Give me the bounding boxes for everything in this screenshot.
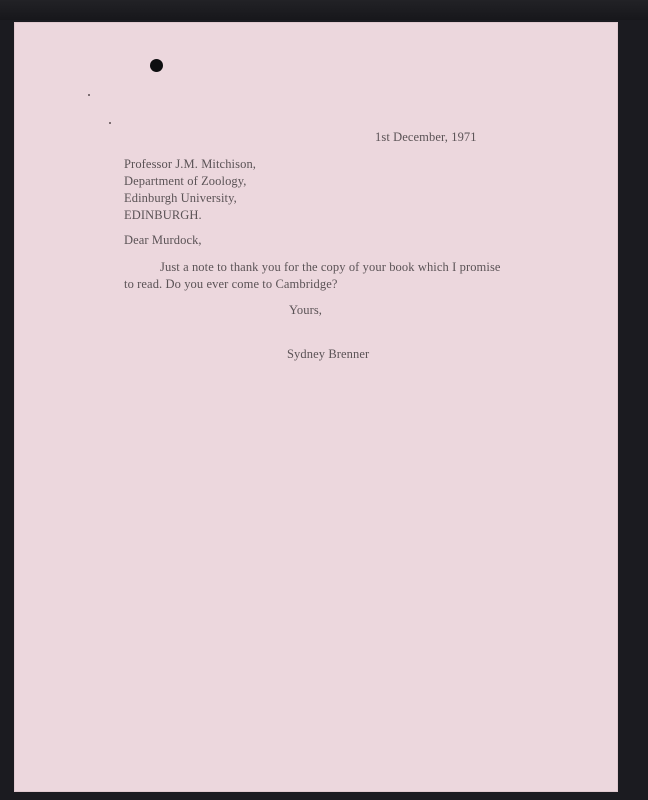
letter-page — [14, 22, 618, 792]
signature-name: Sydney Brenner — [287, 347, 370, 361]
closing: Yours, — [289, 303, 323, 317]
punch-hole — [150, 59, 163, 72]
salutation: Dear Murdock, — [124, 233, 202, 247]
recipient-address — [124, 156, 256, 224]
address-line: EDINBURGH. — [124, 208, 202, 222]
address-line: Edinburgh University, — [124, 191, 237, 205]
address-line: Professor J.M. Mitchison, — [124, 157, 257, 171]
address-line: Department of Zoology, — [124, 174, 247, 188]
body-line: to read. Do you ever come to Cambridge? — [124, 277, 338, 291]
body-line: Just a note to thank you for the copy of your book which I promise — [160, 260, 501, 274]
paper-speck — [109, 122, 111, 124]
paper-speck — [88, 94, 90, 96]
letter-body — [124, 259, 501, 293]
scanner-bar — [0, 0, 648, 20]
letter-date: 1st December, 1971 — [375, 130, 477, 144]
